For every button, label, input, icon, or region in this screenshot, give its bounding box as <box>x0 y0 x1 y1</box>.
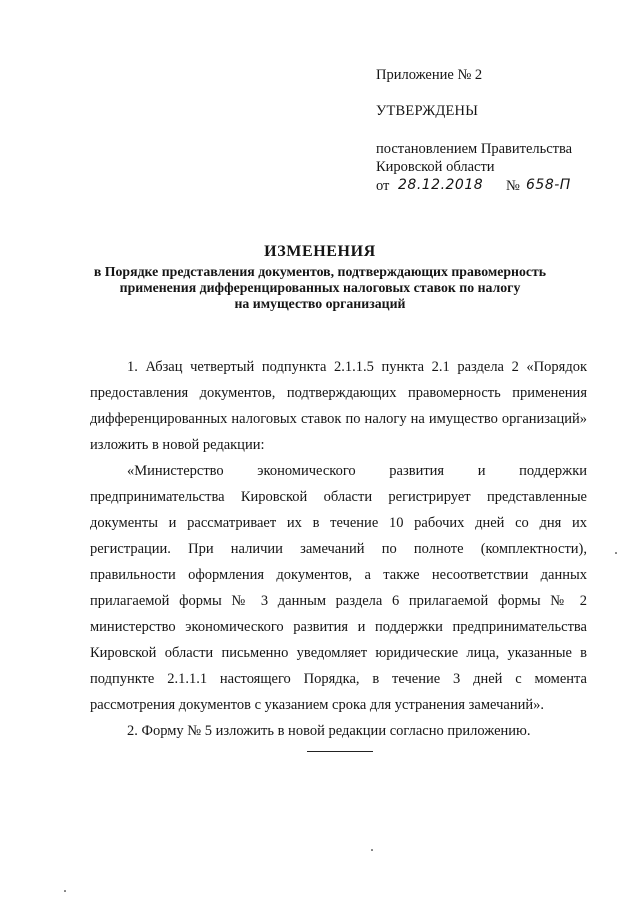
decree-line-2: Кировской области <box>376 159 495 175</box>
scan-speck <box>371 849 373 851</box>
decree-line-1: постановлением Правительства <box>376 141 573 157</box>
approval-block <box>376 66 616 196</box>
document-body <box>90 354 587 744</box>
handwritten-number: 658-П <box>526 177 571 193</box>
scan-speck <box>64 890 66 892</box>
number-label: № <box>506 178 520 194</box>
document-subtitle <box>0 264 640 312</box>
end-rule <box>307 751 373 752</box>
subtitle-line-1: в Порядке представления документов, подтверждающих правомерность <box>93 264 547 279</box>
approved-label: УТВЕРЖДЕНЫ <box>376 103 479 119</box>
handwritten-date: 28.12.2018 <box>398 177 484 193</box>
subtitle-line-3: на имущество организаций <box>234 296 406 311</box>
from-label: от <box>376 178 390 194</box>
paragraph-3: 2. Форму № 5 изложить в новой редакции согласно приложению. <box>127 723 531 739</box>
annex-label: Приложение № 2 <box>376 67 483 83</box>
decree-date-line <box>376 176 616 196</box>
paragraph-1: 1. Абзац четвертый подпункта 2.1.1.5 пункта 2.1 раздела 2 «Порядок предоставления документов, подтверждающих правомерность применения дифференцированных налоговых ставок по налогу на имущество организаций» изложить в новой редакции: <box>90 359 587 453</box>
subtitle-line-2: применения дифференцированных налоговых ставок по налогу <box>119 280 521 295</box>
scan-speck <box>615 552 617 554</box>
paragraph-2: «Министерство экономического развития и поддержки предпринимательства Кировской области регистрирует представленные документы и рассматривает их в течение 10 рабочих дней со дня их регистрации. При наличии замечаний по полноте (комплектности), правильности оформления документов, а также несоответствии данных прилагаемой формы № 3 данным раздела 6 прилагаемой формы № 2 министерство экономического развития и поддержки предпринимательства Кировской области письменно уведомляет юридические лица, указанные в подпункте 2.1.1.1 настоящего Порядка, в течение 3 дней с момента рассмотрения документов с указанием срока для устранения замечаний». <box>90 463 587 713</box>
document-title: ИЗМЕНЕНИЯ <box>264 243 376 260</box>
